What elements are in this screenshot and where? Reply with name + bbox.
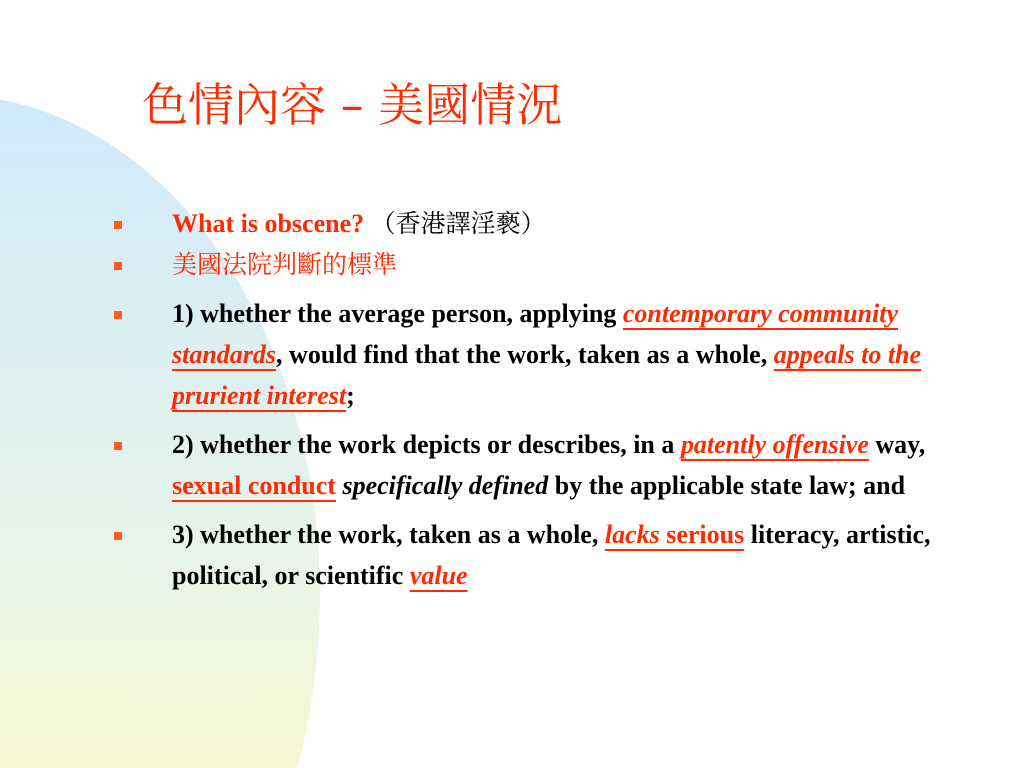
bullet-item-court-standard <box>106 244 996 285</box>
bullet-item-what-is-obscene <box>106 203 996 244</box>
square-bullet-icon <box>114 532 122 540</box>
obscene-question-translation: （香港譯淫褻） <box>370 209 546 238</box>
patently-offensive-term: patently offensive <box>680 430 869 459</box>
lacks-term: lacks <box>604 520 660 549</box>
bullet-list <box>106 203 996 596</box>
criterion-1-text: ; <box>346 381 355 410</box>
criterion-1-text: , would find that the work, taken as a whole, <box>276 340 774 369</box>
sexual-conduct-term: sexual conduct <box>172 471 336 500</box>
bullet-item-criterion-1 <box>106 293 996 416</box>
square-bullet-icon <box>114 262 122 270</box>
criterion-2-text: way, <box>868 430 926 459</box>
square-bullet-icon <box>114 311 122 319</box>
value-term: value <box>409 561 468 590</box>
square-bullet-icon <box>114 221 122 229</box>
bullet-item-criterion-3 <box>106 514 996 596</box>
criterion-3-text: 3) whether the work, taken as a whole, <box>172 520 605 549</box>
slide-title: 色情內容 – 美國情況 <box>142 78 563 132</box>
court-standard-heading: 美國法院判斷的標準 <box>172 250 398 279</box>
criterion-2-text: by the applicable state law; and <box>548 471 906 500</box>
specifically-defined-term: specifically defined <box>342 471 549 500</box>
contemporary-community-standards-term: contemporary community standards <box>172 299 899 369</box>
serious-term: serious <box>659 520 745 549</box>
lacks-serious-term <box>605 520 744 549</box>
square-bullet-icon <box>114 442 122 450</box>
bullet-item-criterion-2 <box>106 424 996 506</box>
criterion-3-text: literacy, artistic, political, or scientific <box>172 520 931 590</box>
criterion-2-text: 2) whether the work depicts or describes, in a <box>172 430 681 459</box>
criterion-1-text: 1) whether the average person, applying <box>172 299 623 328</box>
obscene-question: What is obscene? <box>172 209 365 238</box>
prurient-interest-term: appeals to the prurient interest <box>172 340 922 410</box>
